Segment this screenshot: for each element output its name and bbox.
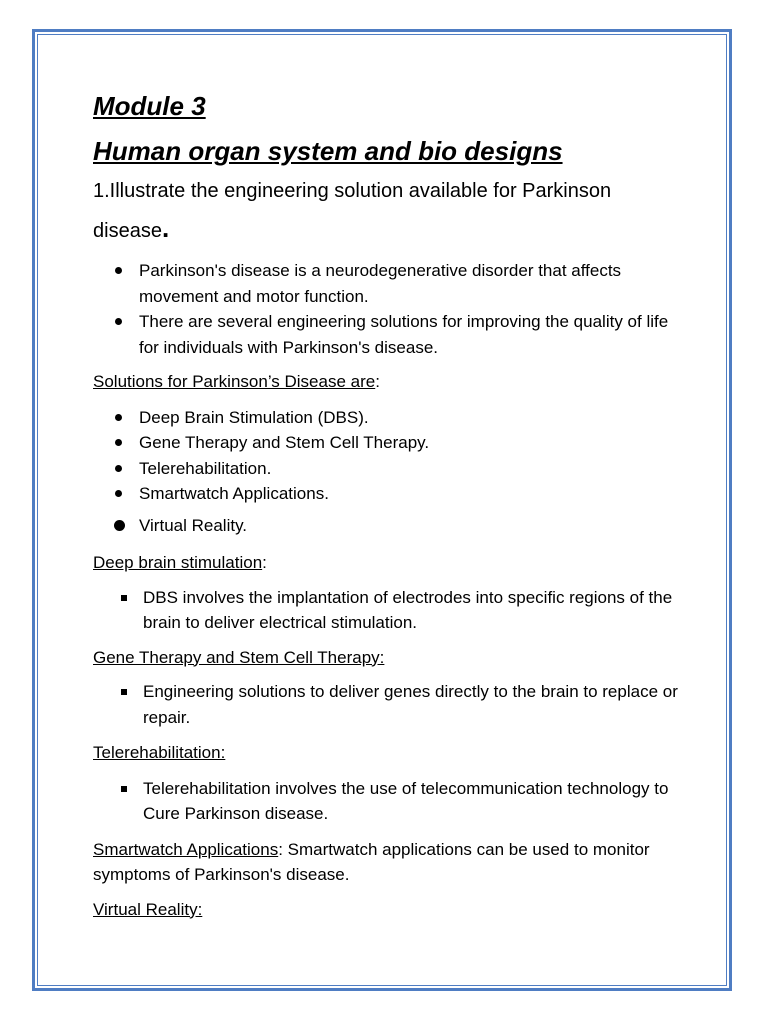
dbs-heading-text: Deep brain stimulation bbox=[93, 553, 263, 572]
list-item: DBS involves the implantation of electrodes into specific regions of the brain to deliver electrical stimulation. bbox=[93, 585, 683, 636]
dbs-list bbox=[93, 585, 683, 636]
tele-heading: Telerehabilitation: bbox=[93, 743, 226, 762]
list-item: Telerehabilitation. bbox=[93, 456, 683, 482]
list-item: Telerehabilitation involves the use of telecommunication technology to Cure Parkinson disease. bbox=[93, 776, 683, 827]
intro-bullet-list bbox=[93, 258, 683, 360]
list-item: Smartwatch Applications. bbox=[93, 481, 683, 507]
list-item: Engineering solutions to deliver genes directly to the brain to replace or repair. bbox=[93, 679, 683, 730]
smartwatch-heading: Smartwatch Applications bbox=[93, 839, 279, 859]
list-item: Parkinson's disease is a neurodegenerative disorder that affects movement and motor function. bbox=[93, 258, 683, 309]
solutions-list bbox=[93, 405, 683, 539]
gene-heading: Gene Therapy and Stem Cell Therapy: bbox=[93, 647, 385, 667]
topic-title: Human organ system and bio designs bbox=[93, 136, 563, 166]
smartwatch-text: : Smartwatch applications can be used to monitor symptoms of Parkinson's disease. bbox=[93, 839, 650, 884]
solutions-heading-text: Solutions for Parkinson’s Disease are bbox=[93, 372, 376, 391]
question bbox=[93, 173, 683, 250]
list-item: There are several engineering solutions for improving the quality of life for individuals with Parkinson's disease. bbox=[93, 309, 683, 360]
question-text: 1.Illustrate the engineering solution available for Parkinson disease bbox=[93, 180, 612, 242]
module-heading: Module 3 bbox=[93, 91, 206, 121]
question-end: . bbox=[161, 213, 170, 243]
solutions-heading-colon: : bbox=[375, 372, 380, 391]
dbs-heading bbox=[93, 550, 683, 576]
smartwatch-paragraph bbox=[93, 837, 683, 888]
dbs-heading-colon: : bbox=[262, 553, 267, 572]
vr-heading: Virtual Reality: bbox=[93, 899, 203, 919]
gene-list bbox=[93, 679, 683, 730]
tele-list bbox=[93, 776, 683, 827]
list-item: Deep Brain Stimulation (DBS). bbox=[93, 405, 683, 431]
document-content bbox=[93, 88, 683, 922]
solutions-heading bbox=[93, 369, 683, 395]
list-item: Gene Therapy and Stem Cell Therapy. bbox=[93, 430, 683, 456]
list-item: Virtual Reality. bbox=[93, 513, 683, 539]
